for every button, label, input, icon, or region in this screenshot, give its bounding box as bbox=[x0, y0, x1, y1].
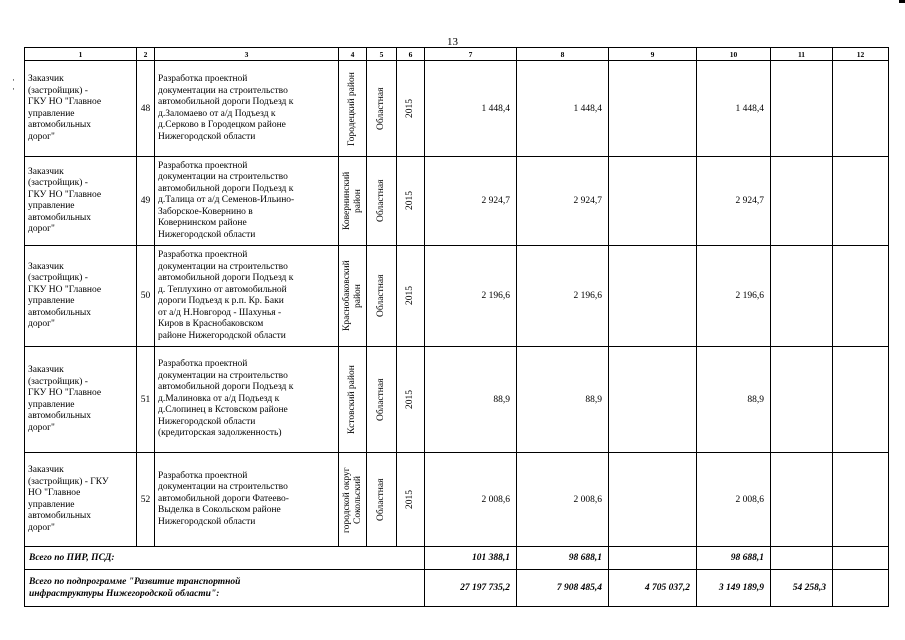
value-c10-cell bbox=[697, 246, 771, 347]
customer-cell bbox=[25, 61, 137, 157]
value-c12-cell bbox=[833, 246, 889, 347]
header-cell: 2 bbox=[137, 48, 155, 61]
value-c11-cell bbox=[771, 246, 833, 347]
year-cell bbox=[397, 347, 425, 453]
year: 2015 bbox=[405, 286, 415, 306]
level: Областная bbox=[376, 274, 386, 318]
value-c9-cell bbox=[609, 61, 697, 157]
value-c7: 1 448,4 bbox=[481, 103, 510, 114]
total-pir-c8: 98 688,1 bbox=[517, 547, 609, 570]
description-cell bbox=[155, 347, 339, 453]
program-table bbox=[24, 47, 889, 607]
total-pir-row bbox=[25, 547, 889, 570]
row-number-cell bbox=[137, 453, 155, 547]
row-number: 52 bbox=[140, 494, 151, 505]
page-number: 13 bbox=[447, 36, 458, 48]
level-cell bbox=[367, 157, 397, 246]
header-cell: 9 bbox=[609, 48, 697, 61]
value-c8: 88,9 bbox=[585, 394, 602, 405]
total-subprogram-c10: 3 149 189,9 bbox=[697, 570, 771, 607]
customer: Заказчик (застройщик) - ГКУ НО "Главное управление автомобильных дорог" bbox=[28, 166, 102, 234]
level-cell bbox=[367, 246, 397, 347]
row-number: 49 bbox=[140, 196, 151, 206]
description: Разработка проектной документации на строительство автомобильной дороги Подъезд к д. Теплухино от автомобильной дороги Подъезд к р.п. Кр. Баки от а/д Н.Новгород - Шахунья - Киров в Краснобаковском районе Нижегородской области bbox=[158, 250, 294, 341]
value-c7: 2 196,6 bbox=[481, 291, 510, 301]
total-subprogram-c8: 7 908 485,4 bbox=[517, 570, 609, 607]
value-c8: 2 196,6 bbox=[573, 291, 602, 301]
value-c10-cell bbox=[697, 453, 771, 547]
row-number: 48 bbox=[140, 103, 151, 114]
level: Областная bbox=[376, 179, 386, 223]
district: городской округ Сокольский bbox=[341, 466, 363, 533]
value-c9-cell bbox=[609, 453, 697, 547]
value-c11-cell bbox=[771, 157, 833, 246]
value-c10: 88,9 bbox=[747, 394, 764, 405]
total-subprogram-c12 bbox=[833, 570, 889, 607]
description: Разработка проектной документации на строительство автомобильной дороги Фатеево- Выделка в Сокольском районе Нижегородской области bbox=[158, 470, 289, 527]
customer: Заказчик (застройщик) - ГКУ НО "Главное управление автомобильных дорог" bbox=[28, 261, 102, 329]
year: 2015 bbox=[405, 490, 415, 509]
header-cell: 8 bbox=[517, 48, 609, 61]
total-pir-c10: 98 688,1 bbox=[697, 547, 771, 570]
total-subprogram-label: Всего по подпрограмме "Развитие транспортной инфраструктуры Нижегородской области": bbox=[25, 570, 425, 607]
side-mark: · · bbox=[12, 75, 15, 94]
total-pir-c11 bbox=[771, 547, 833, 570]
district: Краснобаковский район bbox=[341, 260, 363, 332]
value-c8: 2 008,6 bbox=[573, 494, 602, 505]
description-cell bbox=[155, 61, 339, 157]
customer-cell bbox=[25, 157, 137, 246]
level: Областная bbox=[376, 478, 386, 521]
row-number: 50 bbox=[140, 291, 151, 301]
header-cell: 7 bbox=[425, 48, 517, 61]
value-c7: 2 924,7 bbox=[481, 196, 510, 206]
year-cell bbox=[397, 246, 425, 347]
value-c12-cell bbox=[833, 453, 889, 547]
table-row bbox=[25, 246, 889, 347]
value-c8: 2 924,7 bbox=[573, 196, 602, 206]
year-cell bbox=[397, 453, 425, 547]
row-number-cell bbox=[137, 347, 155, 453]
table-row bbox=[25, 453, 889, 547]
value-c9-cell bbox=[609, 347, 697, 453]
table-row bbox=[25, 157, 889, 246]
district: Городецкий район bbox=[347, 71, 357, 146]
value-c8-cell bbox=[517, 246, 609, 347]
year-cell bbox=[397, 157, 425, 246]
value-c10-cell bbox=[697, 347, 771, 453]
value-c8-cell bbox=[517, 61, 609, 157]
level-cell bbox=[367, 347, 397, 453]
value-c10: 2 008,6 bbox=[735, 494, 764, 505]
total-subprogram-c11: 54 258,3 bbox=[771, 570, 833, 607]
description: Разработка проектной документации на строительство автомобильной дороги Подъезд к д.Малиновка от а/д Подъезд к д.Слопинец в Кстовском районе Нижегородской области (кредиторская задолженность) bbox=[158, 359, 294, 439]
header-cell: 6 bbox=[397, 48, 425, 61]
value-c10: 2 924,7 bbox=[735, 196, 764, 206]
value-c11-cell bbox=[771, 347, 833, 453]
value-c9-cell bbox=[609, 157, 697, 246]
level-cell bbox=[367, 61, 397, 157]
district: Ковернинский район bbox=[341, 171, 363, 231]
value-c7-cell bbox=[425, 453, 517, 547]
customer: Заказчик (застройщик) - ГКУ НО "Главное управление автомобильных дорог" bbox=[28, 365, 102, 433]
description-cell bbox=[155, 157, 339, 246]
corner-mark bbox=[899, 0, 905, 3]
value-c7-cell bbox=[425, 347, 517, 453]
district-cell bbox=[339, 453, 367, 547]
district-cell bbox=[339, 157, 367, 246]
value-c8-cell bbox=[517, 347, 609, 453]
value-c10: 2 196,6 bbox=[735, 291, 764, 301]
table-row bbox=[25, 61, 889, 157]
total-subprogram-c9: 4 705 037,2 bbox=[609, 570, 697, 607]
value-c8: 1 448,4 bbox=[573, 103, 602, 114]
level-cell bbox=[367, 453, 397, 547]
table-row bbox=[25, 347, 889, 453]
year: 2015 bbox=[405, 191, 415, 211]
value-c12-cell bbox=[833, 157, 889, 246]
row-number-cell bbox=[137, 157, 155, 246]
header-cell: 1 bbox=[25, 48, 137, 61]
value-c10-cell bbox=[697, 157, 771, 246]
value-c11-cell bbox=[771, 61, 833, 157]
total-pir-c7: 101 388,1 bbox=[425, 547, 517, 570]
header-cell: 3 bbox=[155, 48, 339, 61]
customer: Заказчик (застройщик) - ГКУ НО "Главное управление автомобильных дорог" bbox=[28, 74, 102, 142]
total-pir-label: Всего по ПИР, ПСД: bbox=[25, 547, 425, 570]
total-pir-c9 bbox=[609, 547, 697, 570]
value-c7-cell bbox=[425, 61, 517, 157]
year: 2015 bbox=[405, 390, 415, 409]
year: 2015 bbox=[405, 99, 415, 118]
value-c9-cell bbox=[609, 246, 697, 347]
header-cell: 5 bbox=[367, 48, 397, 61]
district-cell bbox=[339, 61, 367, 157]
row-number: 51 bbox=[140, 394, 151, 405]
value-c8-cell bbox=[517, 157, 609, 246]
value-c7: 88,9 bbox=[493, 394, 510, 405]
total-subprogram-row bbox=[25, 570, 889, 607]
header-cell: 10 bbox=[697, 48, 771, 61]
value-c12-cell bbox=[833, 61, 889, 157]
district-cell bbox=[339, 246, 367, 347]
description-cell bbox=[155, 453, 339, 547]
value-c10: 1 448,4 bbox=[735, 103, 764, 114]
header-cell: 12 bbox=[833, 48, 889, 61]
total-pir-c12 bbox=[833, 547, 889, 570]
row-number-cell bbox=[137, 61, 155, 157]
value-c11-cell bbox=[771, 453, 833, 547]
customer-cell bbox=[25, 246, 137, 347]
customer-cell bbox=[25, 347, 137, 453]
value-c10-cell bbox=[697, 61, 771, 157]
customer-cell bbox=[25, 453, 137, 547]
value-c7: 2 008,6 bbox=[481, 494, 510, 505]
value-c8-cell bbox=[517, 453, 609, 547]
customer: Заказчик (застройщик) - ГКУ НО "Главное управление автомобильных дорог" bbox=[28, 465, 109, 533]
value-c7-cell bbox=[425, 157, 517, 246]
header-cell: 11 bbox=[771, 48, 833, 61]
header-cell: 4 bbox=[339, 48, 367, 61]
value-c7-cell bbox=[425, 246, 517, 347]
row-number-cell bbox=[137, 246, 155, 347]
district-cell bbox=[339, 347, 367, 453]
level: Областная bbox=[376, 378, 386, 421]
column-number-row bbox=[25, 48, 889, 61]
description-cell bbox=[155, 246, 339, 347]
year-cell bbox=[397, 61, 425, 157]
total-subprogram-c7: 27 197 735,2 bbox=[425, 570, 517, 607]
description: Разработка проектной документации на строительство автомобильной дороги Подъезд к д.Талица от а/д Семенов-Ильино- Заборское-Ковернино в Ковернинском районе Нижегородской области bbox=[158, 160, 295, 240]
value-c12-cell bbox=[833, 347, 889, 453]
description: Разработка проектной документации на строительство автомобильной дороги Подъезд к д.Заломаево от а/д Подъезд к д.Серково в Городецком районе Нижегородской области bbox=[158, 74, 294, 142]
level: Областная bbox=[376, 87, 386, 130]
district: Кстовский район bbox=[347, 365, 357, 434]
